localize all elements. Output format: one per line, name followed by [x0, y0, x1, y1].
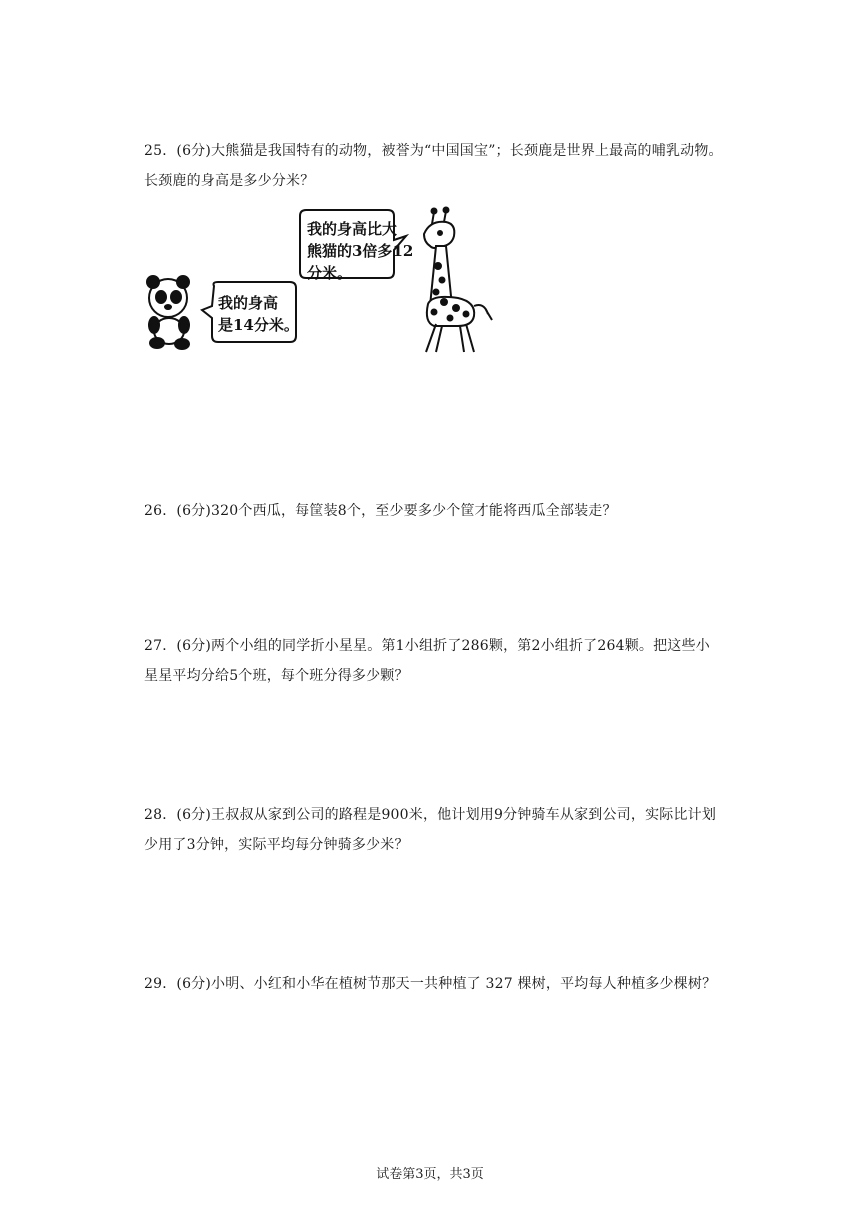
- question-26: 26．(6分)320个西瓜，每筐装8个，至少要多少个筐才能将西瓜全部装走？: [144, 503, 617, 519]
- panda-image: [147, 276, 189, 349]
- page-footer: 试卷第3页，共3页: [376, 1167, 484, 1182]
- question-27: 27．(6分)两个小组的同学折小星星。第1小组折了286颗，第2小组折了264颗。把这些小星星平均分给5个班，每个班分得多少颗？: [144, 638, 710, 684]
- question-25: 25．(6分)大熊猫是我国特有的动物，被誉为“中国国宝”；长颈鹿是世界上最高的哺乳动物。长颈鹿的身高是多少分米？: [144, 143, 723, 189]
- question-28: 28．(6分)王叔叔从家到公司的路程是900米，他计划用9分钟骑车从家到公司，实际比计划少用了3分钟，实际平均每分钟骑多少米？: [144, 807, 717, 853]
- question-29: 29．(6分)小明、小红和小华在植树节那天一共种植了 327 棵树，平均每人种植多少棵树？: [144, 976, 717, 992]
- giraffe-speech-text: 我的身高比大 熊猫的3倍多12 分米。: [307, 220, 414, 282]
- panda-giraffe-illustration: [140, 206, 500, 356]
- giraffe-image: [424, 208, 492, 353]
- panda-speech-text: 我的身高 是14分米。: [218, 294, 299, 334]
